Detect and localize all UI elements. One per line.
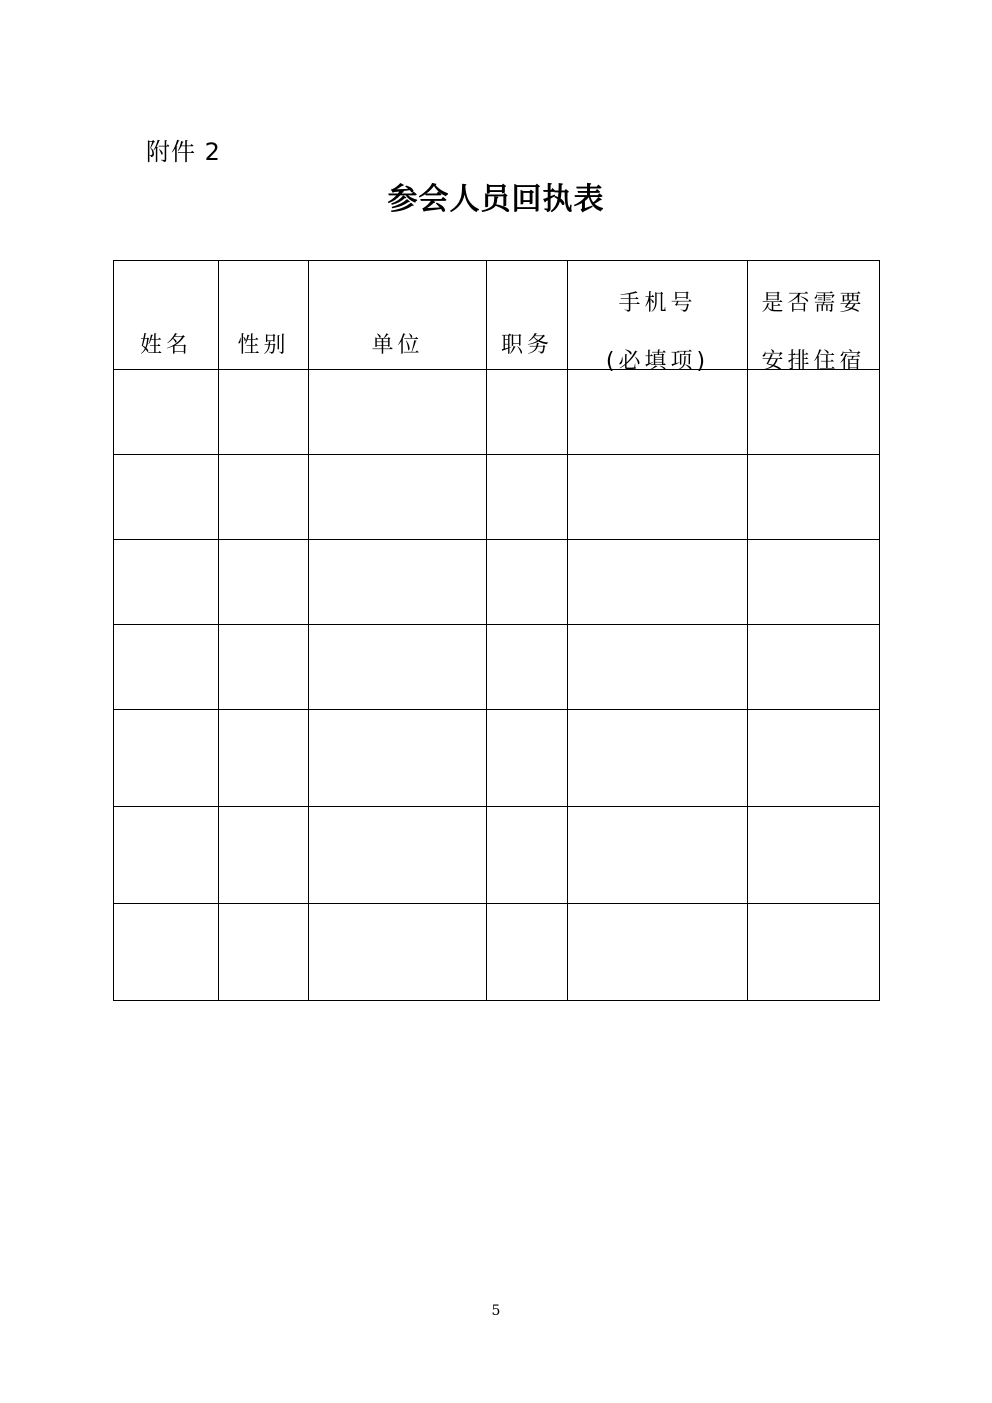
cell-name[interactable] (114, 904, 219, 1001)
header-lodging-line1: 是否需要 (761, 291, 866, 316)
table-header-row (114, 261, 880, 370)
cell-gender[interactable] (219, 540, 309, 625)
header-name-label: 姓名 (139, 333, 192, 358)
cell-name[interactable] (114, 370, 219, 455)
cell-phone[interactable] (568, 710, 748, 807)
cell-position[interactable] (487, 540, 568, 625)
cell-lodging[interactable] (748, 807, 880, 904)
cell-lodging[interactable] (748, 455, 880, 540)
cell-phone[interactable] (568, 540, 748, 625)
table-row (114, 904, 880, 1001)
header-position (487, 261, 568, 370)
cell-lodging[interactable] (748, 710, 880, 807)
header-unit (309, 261, 487, 370)
cell-unit[interactable] (309, 807, 487, 904)
cell-gender[interactable] (219, 455, 309, 540)
header-gender-label: 性别 (237, 333, 290, 358)
cell-lodging[interactable] (748, 540, 880, 625)
cell-phone[interactable] (568, 904, 748, 1001)
table-row (114, 540, 880, 625)
cell-position[interactable] (487, 807, 568, 904)
cell-name[interactable] (114, 540, 219, 625)
cell-position[interactable] (487, 625, 568, 710)
table-row (114, 710, 880, 807)
table-row (114, 807, 880, 904)
cell-lodging[interactable] (748, 904, 880, 1001)
table-row (114, 625, 880, 710)
header-gender (219, 261, 309, 370)
document-title: 参会人员回执表 (387, 182, 605, 217)
header-lodging (748, 261, 880, 374)
cell-unit[interactable] (309, 625, 487, 710)
header-position-label: 职务 (500, 333, 553, 358)
header-name (114, 261, 219, 370)
cell-unit[interactable] (309, 904, 487, 1001)
cell-name[interactable] (114, 710, 219, 807)
table-row (114, 455, 880, 540)
cell-position[interactable] (487, 710, 568, 807)
attendee-receipt-table (113, 260, 880, 1001)
page-number: 5 (491, 1303, 501, 1319)
cell-gender[interactable] (219, 710, 309, 807)
cell-gender[interactable] (219, 807, 309, 904)
cell-name[interactable] (114, 807, 219, 904)
header-phone (568, 261, 748, 374)
header-phone-line2: (必填项) (605, 349, 710, 374)
cell-gender[interactable] (219, 370, 309, 455)
cell-position[interactable] (487, 455, 568, 540)
cell-phone[interactable] (568, 455, 748, 540)
cell-lodging[interactable] (748, 625, 880, 710)
cell-position[interactable] (487, 370, 568, 455)
cell-unit[interactable] (309, 710, 487, 807)
header-lodging-line2: 安排住宿 (761, 349, 866, 374)
attachment-label: 附件 2 (146, 138, 221, 166)
cell-gender[interactable] (219, 625, 309, 710)
cell-phone[interactable] (568, 807, 748, 904)
cell-name[interactable] (114, 625, 219, 710)
cell-unit[interactable] (309, 540, 487, 625)
cell-unit[interactable] (309, 370, 487, 455)
header-phone-line1: 手机号 (618, 291, 697, 316)
cell-phone[interactable] (568, 625, 748, 710)
header-unit-label: 单位 (371, 333, 424, 358)
cell-name[interactable] (114, 455, 219, 540)
cell-unit[interactable] (309, 455, 487, 540)
cell-gender[interactable] (219, 904, 309, 1001)
cell-position[interactable] (487, 904, 568, 1001)
